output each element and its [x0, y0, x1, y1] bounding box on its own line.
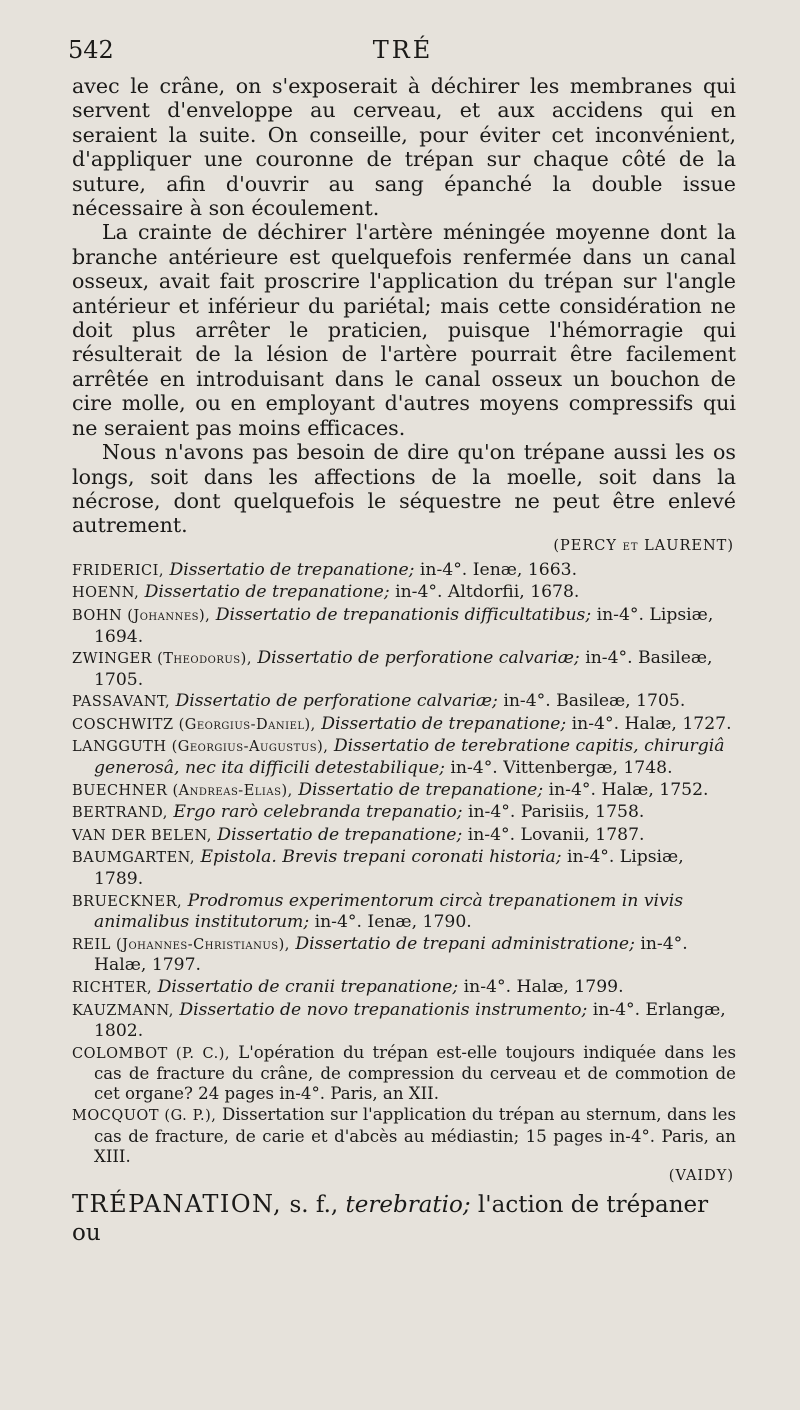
bib-imprint: in-4°. Halæ, 1797.: [94, 933, 688, 976]
bib-author: LANGGUTH (Georgius-Augustus),: [72, 739, 329, 756]
bib-imprint: in-4°. Parisiis, 1758.: [462, 802, 645, 823]
bib-author: HOENN,: [72, 585, 140, 602]
bibliography-entry: [72, 1043, 736, 1105]
bib-author: PASSAVANT,: [72, 694, 171, 711]
running-head: TRÉ: [372, 36, 434, 64]
bib-text: L'opération du trépan est-elle toujours indiquée dans les cas de fracture du crâne, de compression du cerveau et de commotion de cet organe? 24 pages in-4°. Paris, an XII.: [94, 1042, 736, 1104]
bib-author: FRIDERICI,: [72, 562, 164, 579]
bib-author: BOHN (Johannes),: [72, 607, 211, 624]
bib-imprint: in-4°. Altdorfii, 1678.: [389, 582, 580, 603]
entry-definition: l'action de trépaner ou: [72, 1192, 709, 1246]
paragraph-3: Nous n'avons pas besoin de dire qu'on trépane aussi les os longs, soit dans les affections de la moelle, soit dans la nécrose, dont quelquefois le séquestre ne peut être enlevé autrement.: [72, 440, 736, 538]
page-header: [68, 36, 738, 70]
bib-imprint: in-4°. Ienæ, 1663.: [414, 559, 578, 580]
bib-title: Dissertatio de trepanatione;: [321, 713, 567, 734]
bibliography-entry: [72, 847, 736, 889]
bib-imprint: in-4°. Lovanii, 1787.: [462, 824, 645, 845]
bib-imprint: in-4°. Ienæ, 1790.: [309, 912, 472, 933]
bibliography-entry: [72, 648, 736, 690]
bib-title: Dissertatio de novo trepanationis instrumento;: [179, 999, 588, 1020]
bib-imprint: in-4°. Erlangæ, 1802.: [94, 999, 726, 1042]
bib-imprint: in-4°. Basileæ, 1705.: [94, 648, 713, 690]
bib-title: Dissertatio de terebratione capitis, chirurgiâ generosâ, nec ita difficili detestabilique;: [94, 736, 725, 779]
bib-title: Dissertatio de perforatione calvariæ;: [175, 691, 498, 712]
bibliography: [72, 560, 736, 1042]
bib-title: Dissertatio de trepanatione;: [144, 582, 390, 603]
bib-title: Prodromus experimentorum circà trepanationem in vivis animalibus institutorum;: [94, 890, 684, 933]
bib-imprint: in-4°. Basileæ, 1705.: [497, 691, 686, 712]
bib-author: COSCHWITZ (Georgius-Daniel),: [72, 716, 316, 733]
bibliography-entry: [72, 1105, 736, 1167]
bibliography-entry: [72, 1000, 736, 1042]
bib-title: Dissertatio de trepanationis difficultatibus;: [215, 604, 592, 625]
bibliography-french: [72, 1043, 736, 1167]
bib-imprint: in-4°. Lipsiæ, 1694.: [94, 604, 714, 647]
bib-author: BRUECKNER,: [72, 893, 183, 910]
bib-author: BUECHNER (Andreas-Elias),: [72, 782, 293, 799]
bib-title: Epistola. Brevis trepani coronati historia;: [200, 847, 562, 868]
bibliography-entry: [72, 714, 736, 736]
page-body: [72, 74, 736, 1270]
bib-title: Dissertatio de trepanatione;: [217, 824, 463, 845]
bib-imprint: in-4°. Vittenbergæ, 1748.: [444, 758, 673, 779]
bibliography-entry: [72, 780, 736, 802]
bibliography-entry: [72, 582, 736, 604]
bib-title: Dissertatio de cranii trepanatione;: [157, 977, 459, 997]
author-signature-vaidy: (VAIDY): [668, 1168, 734, 1184]
bib-imprint: in-4°. Halæ, 1752.: [543, 779, 709, 800]
paragraph-1: avec le crâne, on s'exposerait à déchirer les membranes qui servent d'enveloppe au cerveau, et aux accidens qui en seraient la suite. On conseille, pour éviter cet inconvénient, d'appliquer une couronne de trépan sur chaque côté de la suture, afin d'ouvrir au sang épanché la double issue nécessaire à son écoulement.: [72, 74, 736, 221]
bibliography-entry: [72, 605, 736, 647]
page-number: 542: [68, 36, 114, 64]
entry-part-of-speech: s. f.,: [282, 1192, 339, 1218]
bib-imprint: in-4°. Halæ, 1799.: [458, 977, 624, 997]
bib-title: Dissertatio de perforatione calvariæ;: [257, 648, 580, 669]
entry-headword: TRÉPANATION,: [72, 1190, 283, 1218]
bibliography-entry: [72, 802, 736, 824]
bib-author: BAUMGARTEN,: [72, 850, 196, 867]
bib-author: ZWINGER (Theodorus),: [72, 651, 252, 668]
bibliography-entry: [72, 691, 736, 713]
bib-author: RICHTER,: [72, 980, 153, 996]
bibliography-entry: [72, 825, 736, 847]
bibliography-entry: [72, 560, 736, 582]
entry-latin-term: terebratio;: [338, 1192, 471, 1218]
bib-author: KAUZMANN,: [72, 1002, 174, 1019]
bib-author: MOCQUOT (G. P.),: [72, 1108, 217, 1125]
bib-title: Ergo rarò celebranda trepanatio;: [173, 802, 463, 823]
bib-text: Dissertation sur l'application du trépan au sternum, dans les cas de fracture, de carie et d'abcès au médiastin; 15 pages in-4°. Paris, an XIII.: [94, 1105, 736, 1166]
bibliography-entry: [72, 977, 736, 999]
bibliography-entry: [72, 736, 736, 778]
bib-author: VAN DER BELEN,: [72, 827, 212, 844]
dictionary-entry: [72, 1190, 736, 1247]
bib-author: COLOMBOT (P. C.),: [72, 1045, 230, 1062]
bib-title: Dissertatio de trepanatione;: [169, 559, 415, 580]
bib-title: Dissertatio de trepanatione;: [298, 779, 544, 800]
bibliography-entry: [72, 891, 736, 933]
bib-imprint: in-4°. Lipsiæ, 1789.: [94, 847, 684, 890]
bib-author: REIL (Johannes-Christianus),: [72, 936, 290, 953]
bibliography-entry: [72, 934, 736, 976]
bib-author: BERTRAND,: [72, 805, 168, 822]
paragraph-2: La crainte de déchirer l'artère méningée moyenne dont la branche antérieure est quelquefois renfermée dans un canal osseux, avait fait proscrire l'application du trépan sur l'angle antérieur et inférieur du pariétal; mais cette considération ne doit plus arrêter le praticien, puisque l'hémorragie qui résulterait de la lésion de l'artère pourrait être facilement arrêtée en introduisant dans le canal osseux un bouchon de cire molle, ou en employant d'autres moyens compressifs qui ne seraient pas moins efficaces.: [72, 220, 736, 440]
author-signature: (PERCY et LAURENT): [553, 537, 734, 554]
bib-title: Dissertatio de trepani administratione;: [295, 933, 635, 954]
bib-imprint: in-4°. Halæ, 1727.: [566, 713, 732, 734]
